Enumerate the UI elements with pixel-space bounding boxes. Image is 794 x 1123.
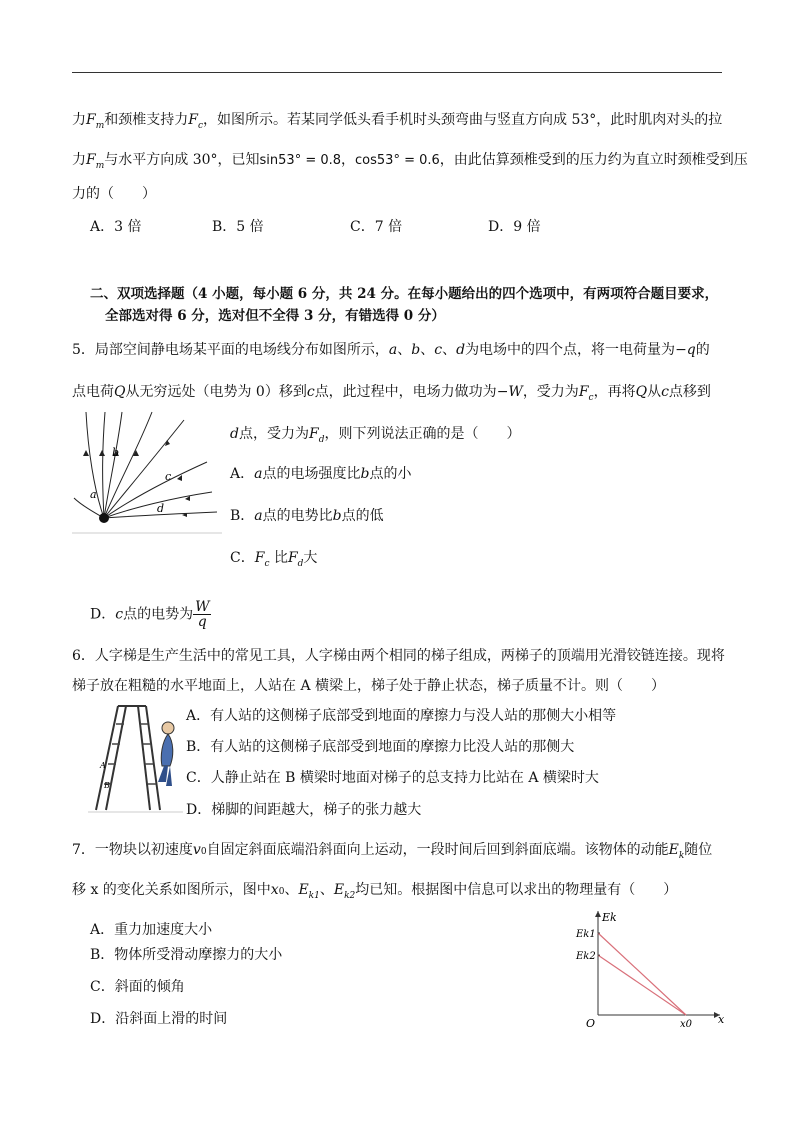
header-rule (72, 72, 722, 73)
point-d-label: d (157, 502, 165, 515)
ladder-label-b: B (104, 781, 110, 790)
ladder-figure (88, 702, 183, 814)
q5-line-2: 点电荷Q从无穷远处（电势为 0）移到c点，此过程中，电场力做功为−W，受力为$F_c$，再将Q从c点移到 (72, 384, 711, 403)
q7-option-d: D．沿斜面上滑的时间 (90, 1011, 228, 1027)
origin-label: O (586, 1017, 596, 1030)
q4-option-a: A．3 倍 (90, 219, 142, 235)
q5-line-3: d点，受力为$F_d$，则下列说法正确的是（ ） (230, 426, 521, 445)
q7-line-1: 7．一物块以初速度v0自固定斜面底端沿斜面向上运动，一段时间后回到斜面底端。该物体的动能$E_k$随位 (72, 842, 713, 861)
point-c-label: c (165, 470, 172, 483)
q6-line-2: 梯子放在粗糙的水平地面上，人站在 A 横梁上，梯子处于静止状态，梯子质量不计。则（ ） (72, 678, 666, 694)
y-axis-label: Ek (602, 911, 617, 924)
section2-header-line1: 二、双项选择题（4 小题，每小题 6 分，共 24 分。在每小题给出的四个选项中，有两项符合题目要求， (90, 286, 719, 302)
q7-option-a: A．重力加速度大小 (90, 922, 213, 938)
q7-option-c: C．斜面的倾角 (90, 979, 185, 995)
q5-option-c: C．$F_c$ 比$F_d$大 (230, 550, 318, 569)
q7-option-b: B．物体所受滑动摩擦力的大小 (90, 947, 283, 963)
q6-option-b: B．有人站的这侧梯子底部受到地面的摩擦力比没人站的那侧大 (186, 739, 575, 755)
q5-option-d: D．c点的电势为 $\frac{W}{q}$ (90, 599, 210, 630)
electric-field-figure (72, 410, 222, 535)
section2-header-line2: 全部选对得 6 分，选对但不全得 3 分，有错选得 0 分） (105, 308, 445, 324)
q5-line-1: 5．局部空间静电场某平面的电场线分布如图所示，a、b、c、d为电场中的四个点，将一电荷量为−q的 (72, 342, 710, 358)
x-tick-label: x0 (680, 1019, 693, 1030)
ek-x-chart (570, 905, 730, 1030)
point-a-label: a (90, 488, 97, 501)
q4-option-d: D．9 倍 (488, 219, 541, 235)
q4-line-2: 力$F_m$与水平方向成 30°，已知sin53° = 0.8，cos53° = 0.6，由此估算颈椎受到的压力约为直立时颈椎受到压 (72, 152, 748, 171)
series-line-2 (598, 955, 686, 1015)
y-axis-arrow (595, 911, 601, 917)
point-b-label: b (112, 446, 120, 459)
y-tick-label-ek2: Ek2 (576, 951, 596, 963)
q5-option-b: B．a点的电势比b点的低 (230, 508, 384, 524)
x-axis-label: x (718, 1013, 725, 1026)
q4-option-b: B．5 倍 (212, 219, 264, 235)
series-line-1 (598, 933, 686, 1015)
ladder-label-a: A (100, 761, 106, 770)
series-group (598, 933, 686, 1015)
q6-option-c: C．人静止站在 B 横梁时地面对梯子的总支持力比站在 A 横梁时大 (186, 770, 599, 786)
q7-line-2: 移 x 的变化关系如图所示，图中x0、$E_{k1}$、$E_{k2}$均已知。根据图中信息可以求出的物理量有（ ） (72, 882, 678, 901)
q6-line-1: 6．人字梯是生产生活中的常见工具，人字梯由两个相同的梯子组成，两梯子的顶端用光滑铰链连接。现将 (72, 648, 725, 664)
q6-option-a: A．有人站的这侧梯子底部受到地面的摩擦力与没人站的那侧大小相等 (186, 708, 617, 724)
q6-option-d: D．梯脚的间距越大，梯子的张力越大 (186, 802, 422, 818)
q4-line-1: 力$F_m$和颈椎支持力$F_c$，如图所示。若某同学低头看手机时头颈弯曲与竖直方向成 53°，此时肌肉对头的拉 (72, 112, 723, 131)
q4-line-3: 力的（ ） (72, 186, 156, 202)
q4-option-c: C．7 倍 (350, 219, 403, 235)
q5-option-a: A．a点的电场强度比b点的小 (230, 466, 412, 482)
y-tick-label-ek1: Ek1 (576, 929, 596, 940)
